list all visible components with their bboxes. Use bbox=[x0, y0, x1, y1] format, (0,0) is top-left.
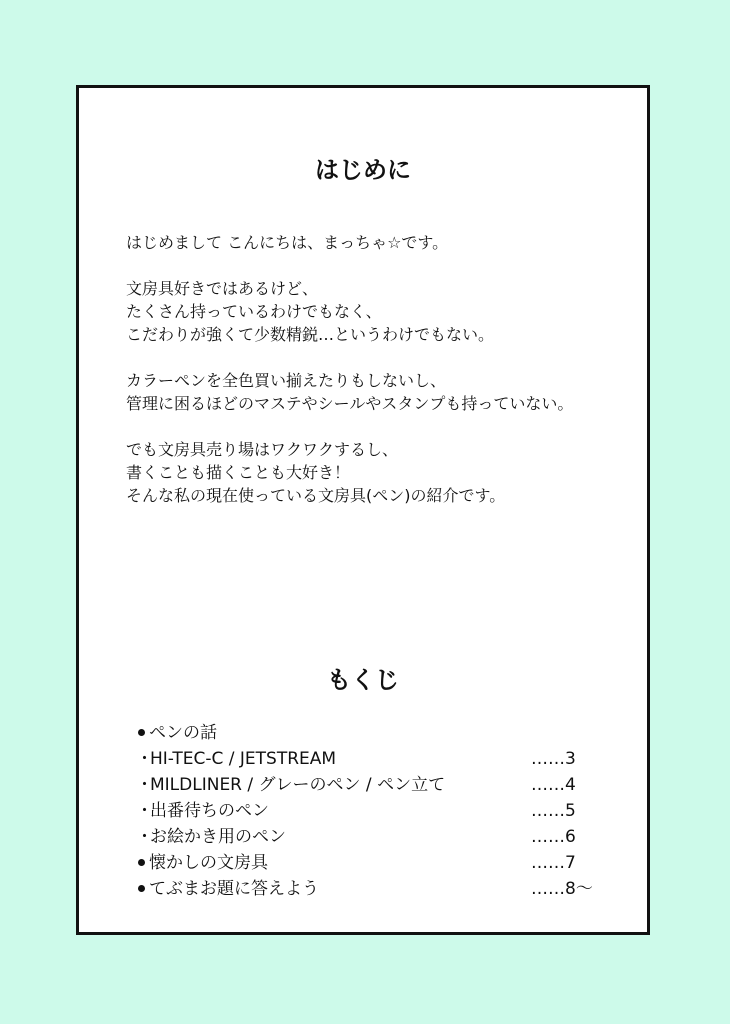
toc-item bbox=[136, 850, 616, 876]
toc-item-page: ……4 bbox=[531, 775, 576, 795]
intro-line: たくさん持っているわけでもなく、 bbox=[126, 302, 382, 321]
middle-dot-icon: ・ bbox=[136, 775, 153, 795]
intro-line: こだわりが強くて少数精鋭…というわけでもない。 bbox=[126, 325, 495, 344]
intro-paragraph bbox=[126, 369, 646, 415]
middle-dot-icon: ・ bbox=[136, 801, 153, 821]
middle-dot-icon: ・ bbox=[136, 827, 153, 847]
intro-line: 管理に困るほどのマステやシールやスタンプも持っていない。 bbox=[126, 394, 574, 413]
intro-line: 文房具好きではあるけど、 bbox=[126, 279, 319, 298]
intro-line: カラーペンを全色買い揃えたりもしないし、 bbox=[126, 371, 447, 390]
toc-item-label: 出番待ちのペン bbox=[150, 801, 269, 821]
intro-text bbox=[126, 231, 646, 530]
toc-item-label: MILDLINER / グレーのペン / ペン立て bbox=[150, 775, 446, 795]
toc-item bbox=[136, 720, 616, 746]
toc-item-page: ……5 bbox=[531, 801, 576, 821]
toc-item bbox=[136, 876, 616, 902]
toc-title: もくじ bbox=[327, 666, 399, 694]
intro-line: そんな私の現在使っている文房具(ペン)の紹介です。 bbox=[126, 486, 506, 505]
intro-paragraph bbox=[126, 231, 646, 254]
toc-item-label: 懐かしの文房具 bbox=[149, 853, 268, 873]
bullet-icon bbox=[138, 885, 145, 892]
toc-item-page: ……7 bbox=[531, 853, 576, 873]
toc-item-label: てぶまお題に答えよう bbox=[149, 879, 319, 899]
intro-title: はじめに bbox=[315, 156, 411, 184]
intro-line: 書くことも描くことも大好き！ bbox=[126, 463, 351, 482]
intro-line: はじめまして こんにちは、まっちゃ☆です。 bbox=[126, 233, 449, 252]
intro-paragraph bbox=[126, 438, 646, 507]
bullet-icon bbox=[138, 859, 145, 866]
toc-item-label: お絵かき用のペン bbox=[150, 827, 286, 847]
toc-item-page: ……8～ bbox=[531, 879, 593, 899]
toc-item-label: ペンの話 bbox=[149, 723, 217, 743]
toc-item-page: ……3 bbox=[531, 749, 576, 769]
table-of-contents bbox=[136, 720, 616, 902]
toc-item-label: HI-TEC-C / JETSTREAM bbox=[150, 749, 337, 769]
toc-item bbox=[136, 746, 616, 772]
toc-item bbox=[136, 824, 616, 850]
toc-item bbox=[136, 798, 616, 824]
bullet-icon bbox=[138, 729, 145, 736]
middle-dot-icon: ・ bbox=[136, 749, 153, 769]
intro-paragraph bbox=[126, 277, 646, 346]
intro-line: でも文房具売り場はワクワクするし、 bbox=[126, 440, 399, 459]
toc-item-page: ……6 bbox=[531, 827, 576, 847]
toc-item bbox=[136, 772, 616, 798]
document-page bbox=[76, 85, 650, 935]
